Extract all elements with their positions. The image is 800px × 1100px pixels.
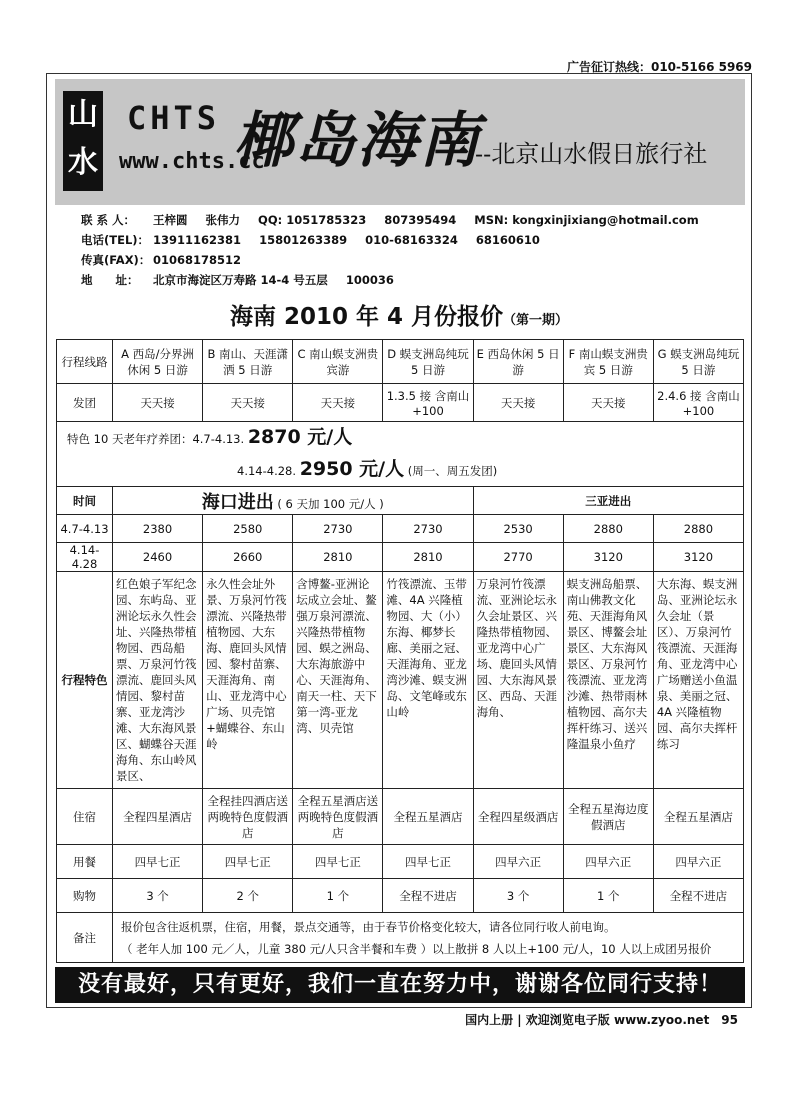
qq-number[interactable]: 1051785323 <box>286 213 367 227</box>
zip-code: 100036 <box>345 273 394 287</box>
contact-line-address <box>81 270 699 290</box>
msn-label: MSN: <box>474 213 509 227</box>
depart-cell: 2.4.6 接 含南山+100 <box>653 384 743 422</box>
banner <box>55 79 745 205</box>
qq-label: QQ: <box>258 213 283 227</box>
slogan-banner: 没有最好，只有更好，我们一直在努力中，谢谢各位同行支持！ <box>55 967 745 1003</box>
route-name: A 西岛/分界洲休闲 5 日游 <box>113 340 203 384</box>
feature-cell: 大东海、蜈支洲岛、亚洲论坛永久会址（景区）、万泉河竹筏漂流、天涯海角、亚龙湾中心广场赠送小鱼温泉、美丽之冠、4A 兴隆植物园、高尔夫挥杆练习 <box>653 572 743 789</box>
price-cell: 2530 <box>473 515 563 543</box>
route-label: 行程线路 <box>57 340 113 384</box>
lodging-row <box>57 789 744 845</box>
time-label: 时间 <box>57 487 113 515</box>
tel-label: 电话(TEL)： <box>81 233 150 247</box>
price-table <box>56 339 744 963</box>
price-cell: 3120 <box>653 543 743 572</box>
fax-number: 01068178512 <box>153 253 242 267</box>
contact-line-tel <box>81 230 699 250</box>
period-label: 4.14-4.28 <box>57 543 113 572</box>
meals-cell: 四早六正 <box>563 845 653 879</box>
special-note: (周一、周五发团) <box>407 464 498 478</box>
brand-name: CHTS <box>127 99 221 137</box>
depart-label: 发团 <box>57 384 113 422</box>
feature-cell: 竹筏漂流、玉带滩、4A 兴隆植物园、大（小）东海、椰梦长廊、美丽之冠、天涯海角、亚龙湾沙滩、蜈支洲岛、文笔峰或东山岭 <box>383 572 473 789</box>
price-cell: 2730 <box>293 515 383 543</box>
lodging-cell: 全程五星酒店送两晚特色度假酒店 <box>293 789 383 845</box>
shopping-row <box>57 879 744 913</box>
headline-main: 海南 2010 年 4 月份报价 <box>229 304 504 330</box>
meals-cell: 四早七正 <box>113 845 203 879</box>
address-label: 地 址： <box>81 273 139 287</box>
shopping-cell: 全程不进店 <box>383 879 473 913</box>
gateway-header-row <box>57 487 744 515</box>
haikou-label: 海口进出 <box>201 491 274 513</box>
shopping-cell: 2 个 <box>203 879 293 913</box>
sanya-header: 三亚进出 <box>473 487 743 515</box>
ad-hotline: 广告征订热线：010-5166 5969 <box>566 60 752 74</box>
lodging-label: 住宿 <box>57 789 113 845</box>
note-line: （ 老年人加 100 元／人，儿童 380 元/人只含半餐和车费 ）以上散拼 8 人以上+100 元/人，10 人以上成团另报价 <box>121 941 712 956</box>
special-line-1 <box>67 422 740 454</box>
tel-number[interactable]: 010-68163324 <box>365 233 458 247</box>
features-label: 行程特色 <box>57 572 113 789</box>
depart-cell: 天天接 <box>203 384 293 422</box>
depart-cell: 1.3.5 接 含南山+100 <box>383 384 473 422</box>
qq-number[interactable]: 807395494 <box>384 213 457 227</box>
depart-cell: 天天接 <box>113 384 203 422</box>
route-name: E 西岛休闲 5 日游 <box>473 340 563 384</box>
special-text: 4.14-4.28. <box>237 464 297 478</box>
contact-block <box>81 210 699 290</box>
lodging-cell: 全程四星酒店 <box>113 789 203 845</box>
banner-subtitle: --北京山水假日旅行社 <box>475 140 708 168</box>
feature-cell: 含博鳌-亚洲论坛成立会址、鳌强万泉河漂流、兴隆热带植物园、蜈之洲岛、大东海旅游中心、天涯海角、南天一柱、天下第一湾-亚龙湾、贝壳馆 <box>293 572 383 789</box>
price-cell: 2810 <box>383 543 473 572</box>
route-name: G 蜈支洲岛纯玩 5 日游 <box>653 340 743 384</box>
meals-cell: 四早七正 <box>383 845 473 879</box>
feature-cell: 永久性会址外景、万泉河竹筏漂流、兴隆热带植物园、大东海、鹿回头风情园、黎村苗寨、天涯海角、南山、亚龙湾中心广场、贝壳馆+蝴蝶谷、东山岭 <box>203 572 293 789</box>
price-cell: 2660 <box>203 543 293 572</box>
special-tour-cell <box>57 422 744 487</box>
special-line-2 <box>67 454 740 486</box>
page-title <box>47 298 751 331</box>
price-cell: 2770 <box>473 543 563 572</box>
contact-line-fax <box>81 250 699 270</box>
banner-title: 椰岛海南 <box>233 106 481 176</box>
feature-cell: 红色娘子军纪念园、东屿岛、亚洲论坛永久性会址、兴隆热带植物园、西岛船票、万泉河竹筏漂流、鹿回头风情园、黎村苗寨、亚龙湾沙滩、大东海风景区、蝴蝶谷天涯海角、东山岭风景区、 <box>113 572 203 789</box>
notes-row <box>57 913 744 963</box>
feature-cell: 蜈支洲岛船票、南山佛教文化苑、天涯海角风景区、博鳌会址景区、大东海风景区、万泉河竹筏漂流、亚龙湾沙滩、热带雨林植物园、高尔夫挥杆练习、送兴隆温泉小鱼疗 <box>563 572 653 789</box>
tel-number[interactable]: 15801263389 <box>259 233 348 247</box>
lodging-cell: 全程五星海边度假酒店 <box>563 789 653 845</box>
tel-number[interactable]: 13911162381 <box>153 233 242 247</box>
address: 北京市海淀区万寿路 14-4 号五层 <box>153 273 328 287</box>
meals-label: 用餐 <box>57 845 113 879</box>
shopping-cell: 全程不进店 <box>653 879 743 913</box>
shopping-cell: 3 个 <box>113 879 203 913</box>
route-name: B 南山、天涯潇洒 5 日游 <box>203 340 293 384</box>
depart-cell: 天天接 <box>473 384 563 422</box>
price-cell: 3120 <box>563 543 653 572</box>
price-cell: 2580 <box>203 515 293 543</box>
notes-cell <box>113 913 744 963</box>
meals-cell: 四早六正 <box>473 845 563 879</box>
features-row <box>57 572 744 789</box>
msn-address[interactable]: kongxinjixiang@hotmail.com <box>512 213 699 227</box>
price-cell: 2810 <box>293 543 383 572</box>
route-name: C 南山蜈支洲贵宾游 <box>293 340 383 384</box>
page-footer: 国内上册 | 欢迎浏览电子版 www.zyoo.net 95 <box>465 1013 738 1027</box>
route-name: D 蜈支洲岛纯玩 5 日游 <box>383 340 473 384</box>
contact-person: 张伟力 <box>205 213 241 227</box>
price-cell: 2730 <box>383 515 473 543</box>
route-name: F 南山蜈支洲贵宾 5 日游 <box>563 340 653 384</box>
period-label: 4.7-4.13 <box>57 515 113 543</box>
feature-cell: 万泉河竹筏漂流、亚洲论坛永久会址景区、兴隆热带植物园、亚龙湾中心广场、鹿回头风情园、大东海风景区、西岛、天涯海角、 <box>473 572 563 789</box>
headline-issue: （第一期） <box>503 313 569 328</box>
special-price: 2950 元/人 <box>299 458 405 480</box>
meals-cell: 四早六正 <box>653 845 743 879</box>
shopping-label: 购物 <box>57 879 113 913</box>
shopping-cell: 1 个 <box>563 879 653 913</box>
route-row <box>57 340 744 384</box>
lodging-cell: 全程四星级酒店 <box>473 789 563 845</box>
depart-cell: 天天接 <box>563 384 653 422</box>
price-cell: 2880 <box>653 515 743 543</box>
haikou-header <box>113 487 474 515</box>
depart-cell: 天天接 <box>293 384 383 422</box>
fax-label: 传真(FAX)： <box>81 253 151 267</box>
contact-person: 王梓圆 <box>153 213 188 227</box>
special-text: 特色 10 天老年疗养团：4.7-4.13. <box>67 432 245 446</box>
brand-seal-logo: 山水 <box>63 91 103 191</box>
haikou-note: ( 6 天加 100 元/人 ) <box>277 496 384 511</box>
meals-cell: 四早七正 <box>203 845 293 879</box>
meals-row <box>57 845 744 879</box>
special-price: 2870 元/人 <box>247 426 353 448</box>
shopping-cell: 1 个 <box>293 879 383 913</box>
notes-label: 备注 <box>57 913 113 963</box>
price-cell: 2880 <box>563 515 653 543</box>
note-line: 报价包含往返机票，住宿，用餐，景点交通等，由于春节价格变化较大，请各位同行收人前电询。 <box>121 919 616 934</box>
lodging-cell: 全程五星酒店 <box>653 789 743 845</box>
lodging-cell: 全程五星酒店 <box>383 789 473 845</box>
tel-number[interactable]: 68160610 <box>475 233 540 247</box>
meals-cell: 四早七正 <box>293 845 383 879</box>
advert-frame <box>46 73 752 1008</box>
lodging-cell: 全程挂四酒店送两晚特色度假酒店 <box>203 789 293 845</box>
people-label: 联 系 人： <box>81 213 136 227</box>
shopping-cell: 3 个 <box>473 879 563 913</box>
price-cell: 2460 <box>113 543 203 572</box>
website-link[interactable]: www.chts.cc <box>119 149 265 174</box>
depart-row <box>57 384 744 422</box>
price-row-period-2 <box>57 543 744 572</box>
price-row-period-1 <box>57 515 744 543</box>
price-cell: 2380 <box>113 515 203 543</box>
special-tour-row <box>57 422 744 487</box>
contact-line-people <box>81 210 699 230</box>
